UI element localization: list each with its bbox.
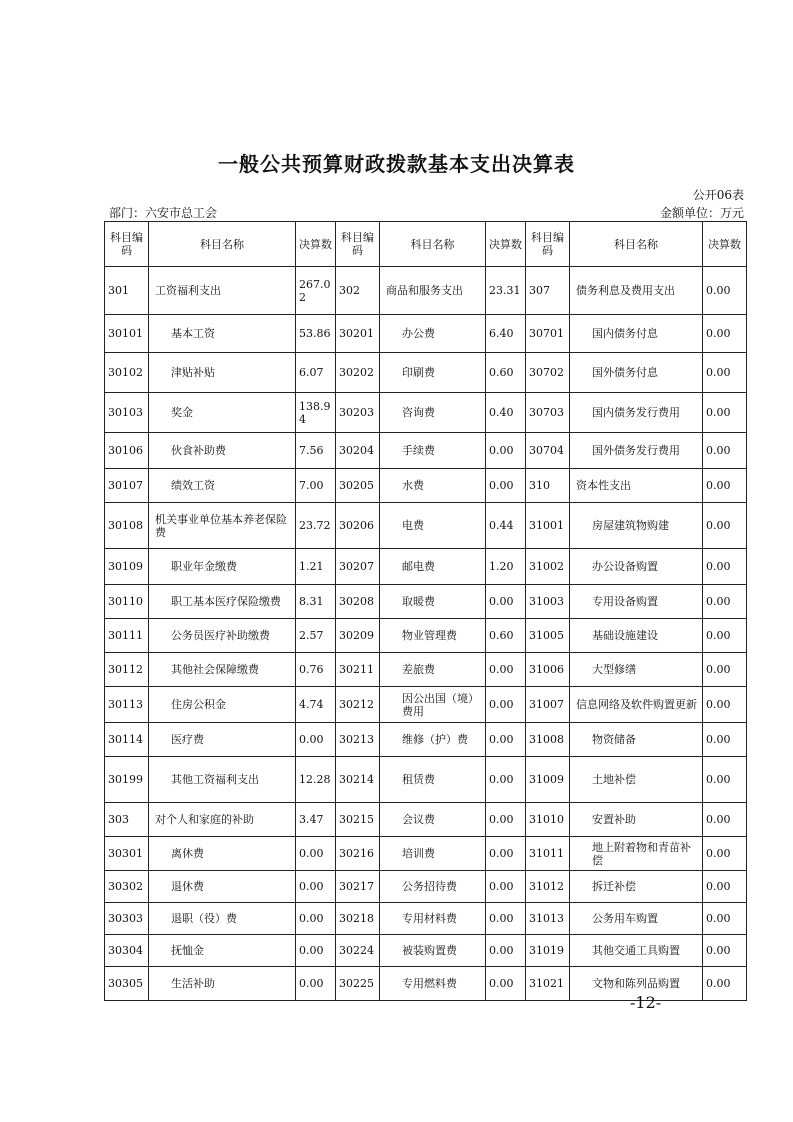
account-name: 办公设备购置	[570, 549, 703, 585]
header-name: 科目名称	[570, 222, 703, 267]
account-name: 大型修缮	[570, 653, 703, 687]
account-name: 基础设施建设	[570, 619, 703, 653]
header-code: 科目编码	[105, 222, 149, 267]
account-name: 国内债务付息	[570, 315, 703, 353]
account-name: 培训费	[380, 837, 486, 871]
amount-value: 0.40	[486, 393, 526, 433]
amount-value: 0.00	[703, 723, 747, 757]
account-code: 31010	[526, 803, 570, 837]
account-code: 30207	[336, 549, 380, 585]
table-row	[105, 469, 747, 503]
amount-value: 0.00	[703, 549, 747, 585]
table-row	[105, 687, 747, 723]
table-row	[105, 837, 747, 871]
account-code: 30704	[526, 433, 570, 469]
account-code: 30702	[526, 353, 570, 393]
account-name: 租赁费	[380, 757, 486, 803]
account-code: 30209	[336, 619, 380, 653]
header-code: 科目编码	[336, 222, 380, 267]
amount-value: 0.00	[296, 967, 336, 1001]
account-name: 债务利息及费用支出	[570, 267, 703, 315]
account-name: 取暖费	[380, 585, 486, 619]
table-row	[105, 757, 747, 803]
account-code: 30211	[336, 653, 380, 687]
account-code: 31008	[526, 723, 570, 757]
account-name: 其他社会保障缴费	[149, 653, 296, 687]
account-name: 伙食补助费	[149, 433, 296, 469]
amount-value: 0.00	[703, 619, 747, 653]
amount-value: 0.00	[486, 433, 526, 469]
table-row	[105, 903, 747, 935]
amount-value: 0.00	[703, 469, 747, 503]
account-name: 被装购置费	[380, 935, 486, 967]
table-row	[105, 503, 747, 549]
account-code: 31007	[526, 687, 570, 723]
account-code: 30303	[105, 903, 149, 935]
account-name: 商品和服务支出	[380, 267, 486, 315]
amount-value: 0.00	[703, 353, 747, 393]
table-row	[105, 871, 747, 903]
account-name: 津贴补贴	[149, 353, 296, 393]
account-name: 生活补助	[149, 967, 296, 1001]
account-name: 专用材料费	[380, 903, 486, 935]
amount-value: 0.00	[703, 837, 747, 871]
amount-value: 0.76	[296, 653, 336, 687]
amount-value: 23.72	[296, 503, 336, 549]
account-code: 30212	[336, 687, 380, 723]
header-amount: 决算数	[296, 222, 336, 267]
account-code: 30215	[336, 803, 380, 837]
amount-value: 3.47	[296, 803, 336, 837]
account-code: 301	[105, 267, 149, 315]
amount-value: 0.00	[703, 757, 747, 803]
amount-value: 0.00	[703, 653, 747, 687]
amount-value: 0.44	[486, 503, 526, 549]
account-code: 30304	[105, 935, 149, 967]
amount-value: 12.28	[296, 757, 336, 803]
table-row	[105, 315, 747, 353]
amount-value: 0.60	[486, 353, 526, 393]
account-name: 离休费	[149, 837, 296, 871]
account-code: 30206	[336, 503, 380, 549]
account-name: 专用设备购置	[570, 585, 703, 619]
amount-value: 7.56	[296, 433, 336, 469]
account-code: 31019	[526, 935, 570, 967]
amount-value: 4.74	[296, 687, 336, 723]
amount-value: 23.31	[486, 267, 526, 315]
account-code: 30216	[336, 837, 380, 871]
account-code: 30305	[105, 967, 149, 1001]
account-code: 30208	[336, 585, 380, 619]
amount-value: 0.00	[703, 267, 747, 315]
amount-value: 8.31	[296, 585, 336, 619]
account-name: 公务招待费	[380, 871, 486, 903]
account-code: 307	[526, 267, 570, 315]
table-row	[105, 353, 747, 393]
account-code: 30111	[105, 619, 149, 653]
account-name: 其他交通工具购置	[570, 935, 703, 967]
account-code: 30224	[336, 935, 380, 967]
account-code: 30109	[105, 549, 149, 585]
amount-value: 0.00	[486, 935, 526, 967]
page-title: 一般公共预算财政拨款基本支出决算表	[218, 152, 575, 176]
account-code: 30302	[105, 871, 149, 903]
account-code: 30214	[336, 757, 380, 803]
amount-value: 6.40	[486, 315, 526, 353]
amount-value: 267.02	[296, 267, 336, 315]
amount-value: 0.00	[703, 315, 747, 353]
amount-value: 0.00	[486, 585, 526, 619]
amount-value: 0.00	[703, 433, 747, 469]
account-name: 邮电费	[380, 549, 486, 585]
account-name: 办公费	[380, 315, 486, 353]
account-name: 手续费	[380, 433, 486, 469]
amount-value: 0.00	[703, 803, 747, 837]
account-name: 水费	[380, 469, 486, 503]
account-name: 其他工资福利支出	[149, 757, 296, 803]
table-row	[105, 549, 747, 585]
header-code: 科目编码	[526, 222, 570, 267]
account-name: 物资储备	[570, 723, 703, 757]
amount-unit-label: 金额单位：万元	[659, 206, 744, 220]
account-name: 印刷费	[380, 353, 486, 393]
header-amount: 决算数	[703, 222, 747, 267]
expenditure-table	[104, 221, 747, 1001]
amount-value: 0.00	[703, 871, 747, 903]
account-code: 30102	[105, 353, 149, 393]
form-number: 公开06表	[692, 188, 744, 202]
account-code: 30201	[336, 315, 380, 353]
amount-value: 138.94	[296, 393, 336, 433]
account-code: 310	[526, 469, 570, 503]
table-row	[105, 619, 747, 653]
account-code: 30113	[105, 687, 149, 723]
account-name: 机关事业单位基本养老保险费	[149, 503, 296, 549]
account-name: 国内债务发行费用	[570, 393, 703, 433]
account-name: 会议费	[380, 803, 486, 837]
amount-value: 0.00	[486, 871, 526, 903]
amount-value: 0.00	[703, 503, 747, 549]
account-name: 专用燃料费	[380, 967, 486, 1001]
account-name: 电费	[380, 503, 486, 549]
header-name: 科目名称	[149, 222, 296, 267]
account-code: 30202	[336, 353, 380, 393]
table-row	[105, 393, 747, 433]
table-row	[105, 935, 747, 967]
account-name: 因公出国（境）费用	[380, 687, 486, 723]
account-name: 房屋建筑物购建	[570, 503, 703, 549]
amount-value: 0.00	[486, 837, 526, 871]
account-code: 30218	[336, 903, 380, 935]
account-code: 30701	[526, 315, 570, 353]
account-name: 工资福利支出	[149, 267, 296, 315]
account-name: 医疗费	[149, 723, 296, 757]
account-code: 30103	[105, 393, 149, 433]
account-code: 31021	[526, 967, 570, 1001]
table-row	[105, 803, 747, 837]
account-name: 咨询费	[380, 393, 486, 433]
amount-value: 0.00	[486, 687, 526, 723]
header-name: 科目名称	[380, 222, 486, 267]
amount-value: 0.00	[486, 803, 526, 837]
account-name: 维修（护）费	[380, 723, 486, 757]
account-name: 国外债务付息	[570, 353, 703, 393]
account-code: 30225	[336, 967, 380, 1001]
account-name: 土地补偿	[570, 757, 703, 803]
account-name: 基本工资	[149, 315, 296, 353]
amount-value: 53.86	[296, 315, 336, 353]
amount-value: 0.00	[486, 469, 526, 503]
account-code: 31002	[526, 549, 570, 585]
account-name: 文物和陈列品购置	[570, 967, 703, 1001]
account-code: 302	[336, 267, 380, 315]
amount-value: 0.00	[486, 723, 526, 757]
amount-value: 0.00	[296, 871, 336, 903]
account-code: 31011	[526, 837, 570, 871]
account-name: 职业年金缴费	[149, 549, 296, 585]
account-name: 抚恤金	[149, 935, 296, 967]
account-code: 30301	[105, 837, 149, 871]
amount-value: 0.00	[703, 393, 747, 433]
account-name: 对个人和家庭的补助	[149, 803, 296, 837]
amount-value: 1.21	[296, 549, 336, 585]
department-label: 部门：六安市总工会	[109, 206, 218, 220]
header-amount: 决算数	[486, 222, 526, 267]
account-code: 31003	[526, 585, 570, 619]
account-code: 30108	[105, 503, 149, 549]
table-row	[105, 267, 747, 315]
account-code: 30217	[336, 871, 380, 903]
account-code: 30114	[105, 723, 149, 757]
amount-value: 0.00	[296, 837, 336, 871]
account-name: 住房公积金	[149, 687, 296, 723]
account-name: 地上附着物和青苗补偿	[570, 837, 703, 871]
amount-value: 0.00	[296, 723, 336, 757]
amount-value: 0.00	[486, 757, 526, 803]
amount-value: 0.00	[296, 903, 336, 935]
account-name: 退休费	[149, 871, 296, 903]
amount-value: 1.20	[486, 549, 526, 585]
amount-value: 0.00	[486, 653, 526, 687]
account-code: 31005	[526, 619, 570, 653]
account-name: 资本性支出	[570, 469, 703, 503]
account-code: 30213	[336, 723, 380, 757]
table-header-row	[105, 222, 747, 267]
amount-value: 6.07	[296, 353, 336, 393]
account-code: 30205	[336, 469, 380, 503]
account-name: 绩效工资	[149, 469, 296, 503]
amount-value: 0.00	[486, 903, 526, 935]
amount-value: 0.60	[486, 619, 526, 653]
account-name: 差旅费	[380, 653, 486, 687]
account-code: 303	[105, 803, 149, 837]
account-name: 物业管理费	[380, 619, 486, 653]
account-name: 信息网络及软件购置更新	[570, 687, 703, 723]
amount-value: 0.00	[703, 935, 747, 967]
amount-value: 0.00	[296, 935, 336, 967]
account-name: 职工基本医疗保险缴费	[149, 585, 296, 619]
account-name: 公务员医疗补助缴费	[149, 619, 296, 653]
table-row	[105, 433, 747, 469]
amount-value: 7.00	[296, 469, 336, 503]
account-code: 31013	[526, 903, 570, 935]
account-code: 30110	[105, 585, 149, 619]
account-name: 国外债务发行费用	[570, 433, 703, 469]
account-code: 30203	[336, 393, 380, 433]
account-code: 30204	[336, 433, 380, 469]
amount-value: 2.57	[296, 619, 336, 653]
account-code: 30112	[105, 653, 149, 687]
account-code: 31001	[526, 503, 570, 549]
account-code: 31012	[526, 871, 570, 903]
table-row	[105, 653, 747, 687]
account-code: 30107	[105, 469, 149, 503]
account-code: 31006	[526, 653, 570, 687]
table-row	[105, 585, 747, 619]
amount-value: 0.00	[486, 967, 526, 1001]
amount-value: 0.00	[703, 967, 747, 1001]
account-code: 30106	[105, 433, 149, 469]
amount-value: 0.00	[703, 585, 747, 619]
account-name: 拆迁补偿	[570, 871, 703, 903]
amount-value: 0.00	[703, 903, 747, 935]
account-code: 30703	[526, 393, 570, 433]
page-number: -12-	[630, 993, 662, 1012]
account-code: 30199	[105, 757, 149, 803]
account-name: 退职（役）费	[149, 903, 296, 935]
account-name: 奖金	[149, 393, 296, 433]
table-row	[105, 723, 747, 757]
account-name: 公务用车购置	[570, 903, 703, 935]
account-code: 31009	[526, 757, 570, 803]
account-name: 安置补助	[570, 803, 703, 837]
amount-value: 0.00	[703, 687, 747, 723]
account-code: 30101	[105, 315, 149, 353]
